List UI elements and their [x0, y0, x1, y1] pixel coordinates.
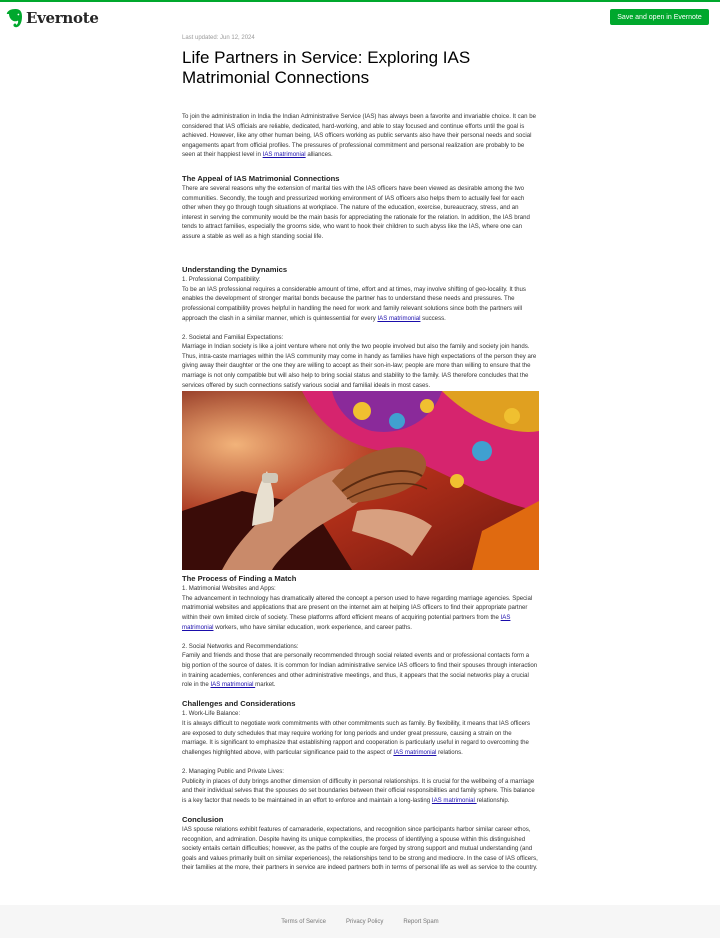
appeal-paragraph: There are several reasons why the extension of marital ties with the IAS officers have been viewed as desirable among the two communities. Secondly, the tough and pressurized working environment of IAS officers also helps them to actually feel for each other when they go through tough situations at workplace. The nature of the education, exercise, bureaucracy, stress, and an interest in serving the community would be the main basis for appreciating the rationale for the relation. In addition, the IAS brand tends to attract families, especially the grooms side, who want to hook their children to such abyss like the IAS, where one can assure a stable as well as a high standing social life. — [182, 184, 530, 240]
header — [0, 2, 720, 32]
wedding-hands-photo — [182, 391, 539, 570]
challenges-paragraph-2: Publicity in places of duty brings another dimension of difficulty in personal relationships. It is crucial for the wellbeing of a marriage and their individual selves that the spouses do set boundaries between their official responsibilities and family sphere. This balance is a key factor that needs to be maintained in an effort to enforce and maintain a long-lasting IAS matrimonial relationship. — [182, 777, 535, 804]
save-and-open-button[interactable]: Save and open in Evernote — [610, 9, 709, 25]
page-title: Life Partners in Service: Exploring IAS Matrimonial Connections — [182, 48, 471, 87]
item-title: 2. Managing Public and Private Lives: — [182, 767, 284, 775]
brand-name: Evernote — [26, 9, 99, 27]
section-heading-dynamics: Understanding the Dynamics — [182, 265, 288, 275]
dynamics-paragraph-1: To be an IAS professional requires a considerable amount of time, effort and at times, may involve shifting of geo-locality. It thus enables the development of stronger marital bonds because the partner has to understand these needs and pressures. The professional compatibility proves helpful in handling the need for work and family relevant solutions since both the partners will approach the clash in a similar manner, which is quintessential for every IAS matrimonial success. — [182, 285, 526, 322]
process-paragraph-2: Family and friends and those that are personally recommended through social related events and or professional contacts form a big portion of the source of dates. It is common for Indian administrative service IAS officers to find their spouses through interaction in training academies, conferences and other administrative meetings, and thus, it appears that the social networks play a crucial role in the IAS matrimonial market. — [182, 652, 538, 689]
elephant-logo-icon — [6, 8, 23, 28]
intro-paragraph: To join the administration in India the Indian Administrative Service (IAS) has always been a favorite and invariable choice. It can be considered that IAS officials are reliable, dedicated, hard-working, and able to stay focused and continue efforts until the goal is achieved. However, like any other human being, IAS officers working as public servants also have their personal needs and social engagements apart from official profiles. The pressures of professional commitment and personal realization are probably to be seen at their happiest level in IAS matrimonial alliances. — [182, 113, 536, 159]
item-title: 1. Work-Life Balance: — [182, 710, 241, 718]
privacy-policy-link[interactable]: Privacy Policy — [345, 918, 384, 925]
challenges-paragraph-1: It is always difficult to negotiate work commitments with other commitments such as family. By flexibility, it means that IAS officers are exposed to duty schedules that may require working for long periods and under great pressure, causing a strain on the marriage. It is significant to emphasize that establishing rapport and cooperation is particularly useful in regard to overcoming the challenges highlighted above, with particular significance paid to the aspect of IAS matrimonial relations. — [182, 719, 531, 756]
ias-matrimonial-link[interactable]: IAS matrimonial — [377, 314, 421, 322]
dynamics-paragraph-2: Marriage in Indian society is like a joint venture where not only the two people involved but also the family and society join hands. Thus, intra-caste marriages within the IAS community may come in handy as families have high expectations of the person they are giving away their daughter or the one they are willing to accept as their son-in-law; people are more than willing to ensure that the marriage is not only compatible but will also help to bring social status and stability to the family. IAS therefore concludes that the services offered by such connections satisfy various social and familial ideals in most cases. — [182, 343, 537, 389]
footer — [0, 905, 720, 938]
process-paragraph-1: The advancement in technology has dramatically altered the concept a person used to have regarding marriage agencies. Special matrimonial websites and applications that are present on the internet aim at helping IAS officers to find their appropriate partner within their own limited circle of society. These platforms afford efficient means of acquiring potential partners from the IAS matrimonial workers, who have similar education, work experience, and career paths. — [182, 594, 533, 631]
item-title: 1. Professional Compatibility: — [182, 276, 261, 284]
ias-matrimonial-link[interactable]: IAS matrimonial — [262, 151, 306, 159]
evernote-logo[interactable] — [6, 8, 99, 28]
item-title: 2. Societal and Familial Expectations: — [182, 333, 284, 341]
ias-matrimonial-link[interactable]: IAS matrimonial — [182, 614, 511, 631]
section-heading-process: The Process of Finding a Match — [182, 574, 297, 584]
terms-of-service-link[interactable]: Terms of Service — [281, 918, 326, 925]
ias-matrimonial-link[interactable]: IAS matrimonial — [210, 681, 256, 689]
section-heading-challenges: Challenges and Considerations — [182, 699, 296, 709]
item-title: 1. Matrimonial Websites and Apps: — [182, 585, 276, 593]
section-heading-conclusion: Conclusion — [182, 814, 224, 824]
report-spam-link[interactable]: Report Spam — [403, 918, 439, 925]
section-heading-appeal: The Appeal of IAS Matrimonial Connections — [182, 173, 340, 183]
conclusion-paragraph: IAS spouse relations exhibit features of camaraderie, expectations, and recognition since participants harbor similar career ethos, recognition, and admiration. Despite having its unique complexities, the process of identifying a spouse within this distinguished society entails certain difficulties; however, as the paths of the couple are forged by strong support and mutual understanding (and goals and values primarily built on similar experiences), the relationships tend to be strong and mediocre. In the case of IAS officers, their families at the more, their partners in service are indeed partners both in terms of personal life as well as service to the country. — [182, 825, 538, 872]
ias-matrimonial-link[interactable]: IAS matrimonial — [431, 796, 477, 804]
item-title: 2. Social Networks and Recommendations: — [182, 642, 299, 650]
last-updated: Last updated: Jun 12, 2024 — [182, 35, 255, 41]
ias-matrimonial-link[interactable]: IAS matrimonial — [393, 748, 437, 756]
article — [182, 32, 539, 873]
